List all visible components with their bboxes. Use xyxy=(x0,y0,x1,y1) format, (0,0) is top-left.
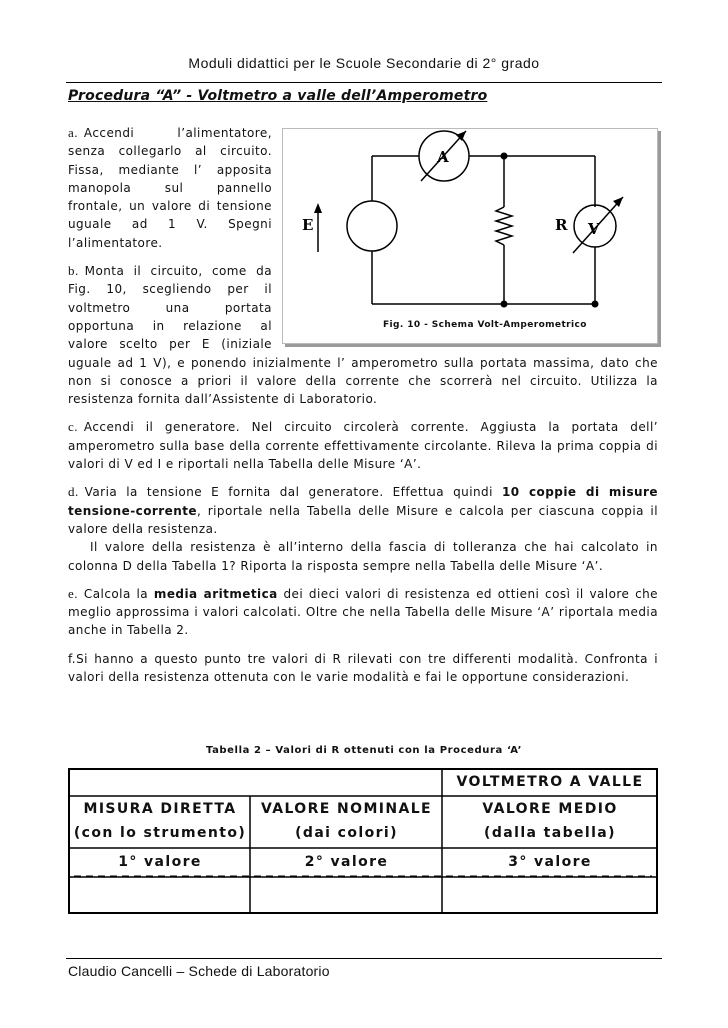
text-d-bold: 10 coppie di misure tensione-corrente xyxy=(68,485,658,518)
col3-line2: (dalla tabella) xyxy=(484,825,616,841)
e-arrowhead xyxy=(314,203,322,213)
label-f: f. xyxy=(68,651,77,666)
figure-10 xyxy=(282,128,658,344)
table-caption: Tabella 2 – Valori di R ottenuti con la Procedura ‘A’ xyxy=(205,745,523,756)
text-e-bold: media aritmetica xyxy=(153,586,278,601)
label-e: e. xyxy=(68,585,78,601)
text-b: Monta il circuito, come da Fig. 10, scegliendo per il voltmetro una portata opportuna in relazione al valore scelto per E (iniziale uguale ad 1 V), e ponendo inizialmente l’ amperometro sulla portata massima, dato che non si conosce a priori il valore della corrente che scorrerà nel circuito. Utilizza la resistenza fornita dall’Assistente di Laboratorio. xyxy=(68,264,658,407)
text-a: Accendi l’alimentatore, senza collegarlo al circuito. Fissa, mediante l’ apposita manopola sul pannello frontale, un valore di tensione uguale ad 1 V. Spegni l’alimentatore. xyxy=(68,126,272,250)
header-divider xyxy=(66,82,662,83)
text-d-after: , riportale nella Tabella delle Misure e calcola per ciascuna coppia il valore della resistenza. xyxy=(68,503,658,536)
col1-line2: (con lo strumento) xyxy=(73,825,247,841)
ammeter-label: A xyxy=(437,148,450,166)
col1-order: 1° valore xyxy=(118,854,202,870)
figure-caption: Fig. 10 - Schema Volt-Amperometrico xyxy=(383,320,587,330)
paragraph-a xyxy=(68,124,658,330)
label-a: a. xyxy=(68,125,78,140)
col3-line1: VALORE MEDIO xyxy=(482,801,618,817)
page-header: Moduli didattici per le Scuole Secondarie di 2° grado xyxy=(188,55,540,71)
paragraph-c xyxy=(68,418,658,473)
circuit-diagram xyxy=(282,128,658,344)
label-d: d. xyxy=(68,484,79,500)
table-top-header: VOLTMETRO A VALLE xyxy=(456,774,644,790)
generator-label: E xyxy=(302,216,314,234)
text-e-before: Calcola la xyxy=(83,586,149,601)
col2-line1: VALORE NOMINALE xyxy=(260,801,433,817)
text-d-2: Il valore della resistenza è all’interno della fascia di tolleranza che hai calcolato in colonna D della Tabella 1? Riporta la risposta sempre nella Tabella delle Misure ‘A’. xyxy=(68,540,658,573)
col2-line2: (dai colori) xyxy=(295,825,398,841)
paragraph-d-2 xyxy=(68,538,658,575)
body-text xyxy=(68,124,658,686)
text-c: Accendi il generatore. Nel circuito circolerà corrente. Aggiusta la portata dell’ amperometro sulla base della corrente effettivamente circolante. Rileva la prima coppia di valori di V ed I e riportali nella Tabella delle Misure ‘A’. xyxy=(68,420,658,472)
footer-divider xyxy=(66,958,662,959)
procedure-title: Procedura “A” - Voltmetro a valle dell’Amperometro xyxy=(68,88,488,104)
col3-order: 3° valore xyxy=(508,854,592,870)
text-e-after: dei dieci valori di resistenza ed ottieni così il valore che meglio approssima i valori calcolati. Oltre che nella Tabella delle Misure ‘A’ riportala media anche in Tabella 2. xyxy=(68,586,659,638)
text-f: Si hanno a questo punto tre valori di R rilevati con tre differenti modalità. Confronta i valori della resistenza ottenuta con le varie modalità e fai le opportune considerazioni. xyxy=(68,651,658,685)
paragraph-d xyxy=(68,483,658,538)
table-grid xyxy=(70,770,656,912)
paragraph-f xyxy=(68,650,658,687)
label-c: c. xyxy=(68,419,78,435)
label-b: b. xyxy=(68,263,79,279)
circuit-svg xyxy=(283,129,659,345)
col1-line1: MISURA DIRETTA xyxy=(83,801,237,817)
text-d-before: Varia la tensione E fornita dal generatore. Effettua quindi xyxy=(84,485,493,500)
results-table xyxy=(68,768,658,914)
resistor-label: R xyxy=(555,216,568,234)
page-footer: Claudio Cancelli – Schede di Laboratorio xyxy=(68,963,330,979)
col2-order: 2° valore xyxy=(304,854,389,870)
paragraph-e xyxy=(68,585,658,640)
voltmeter-label: V xyxy=(588,220,601,238)
